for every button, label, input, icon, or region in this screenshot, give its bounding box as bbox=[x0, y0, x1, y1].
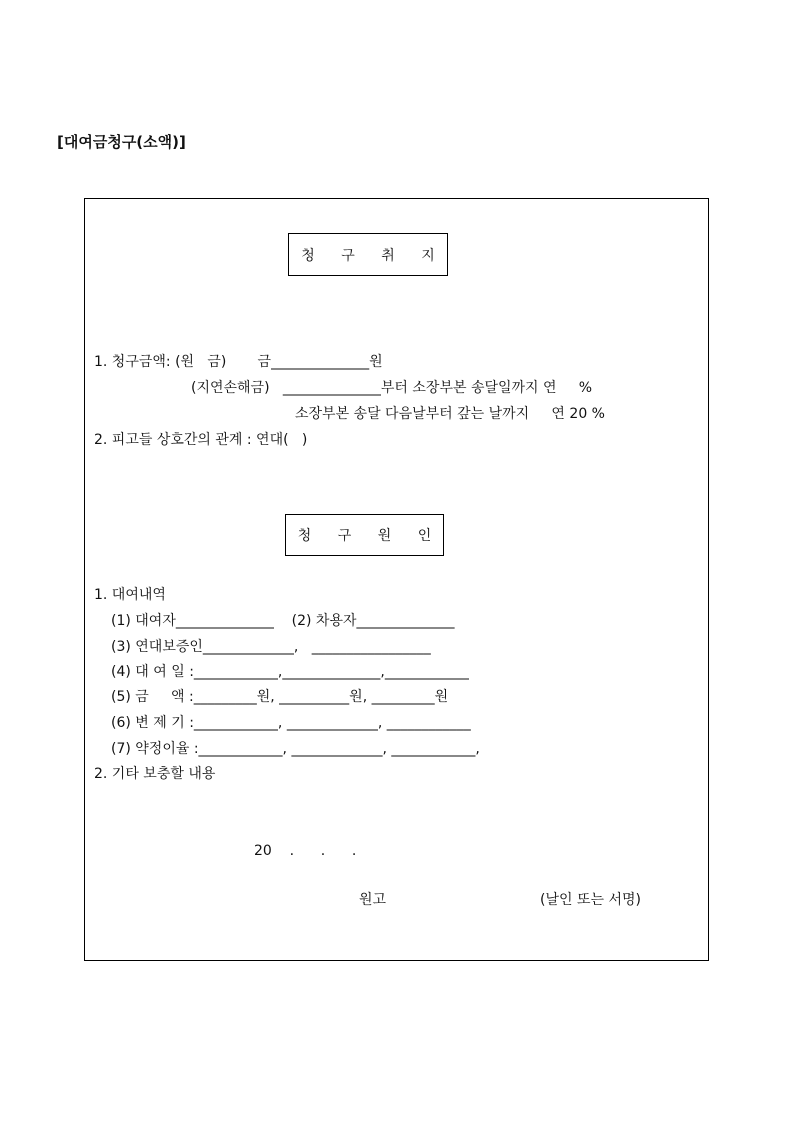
claim-purpose-heading: 청 구 취 지 bbox=[288, 233, 448, 276]
interest-rate-line: (7) 약정이율 :____________, _____________, ____________, bbox=[111, 741, 480, 757]
document-title: [대여금청구(소액)] bbox=[57, 133, 186, 151]
seal-or-signature-label: (날인 또는 서명) bbox=[540, 892, 641, 908]
loan-date-line: (4) 대 여 일 :____________,______________,____________ bbox=[111, 664, 469, 680]
plaintiff-label: 원고 bbox=[359, 892, 387, 908]
claim-amount-line: 1. 청구금액: (원 금) 금______________원 bbox=[94, 354, 383, 370]
amount-line: (5) 금 액 :_________원, __________원, _________원 bbox=[111, 689, 449, 705]
delay-rate-line: 소장부본 송달 다음날부터 갚는 날까지 연 20 % bbox=[295, 406, 605, 422]
delay-damages-line: (지연손해금) ______________부터 소장부본 송달일까지 연 % bbox=[191, 380, 593, 396]
complaint-form-frame bbox=[84, 198, 709, 961]
loan-details-heading: 1. 대여내역 bbox=[94, 587, 166, 603]
guarantor-line: (3) 연대보증인_____________, _________________ bbox=[111, 639, 431, 655]
date-line: 20 . . . bbox=[254, 843, 357, 859]
lender-borrower-line: (1) 대여자______________ (2) 차용자______________ bbox=[111, 613, 455, 629]
defendants-relation-line: 2. 피고들 상호간의 관계 : 연대( ) bbox=[94, 432, 308, 448]
claim-cause-heading: 청 구 원 인 bbox=[285, 514, 444, 556]
other-details-line: 2. 기타 보충할 내용 bbox=[94, 766, 216, 782]
due-date-line: (6) 변 제 기 :____________, _____________, ____________ bbox=[111, 715, 471, 731]
